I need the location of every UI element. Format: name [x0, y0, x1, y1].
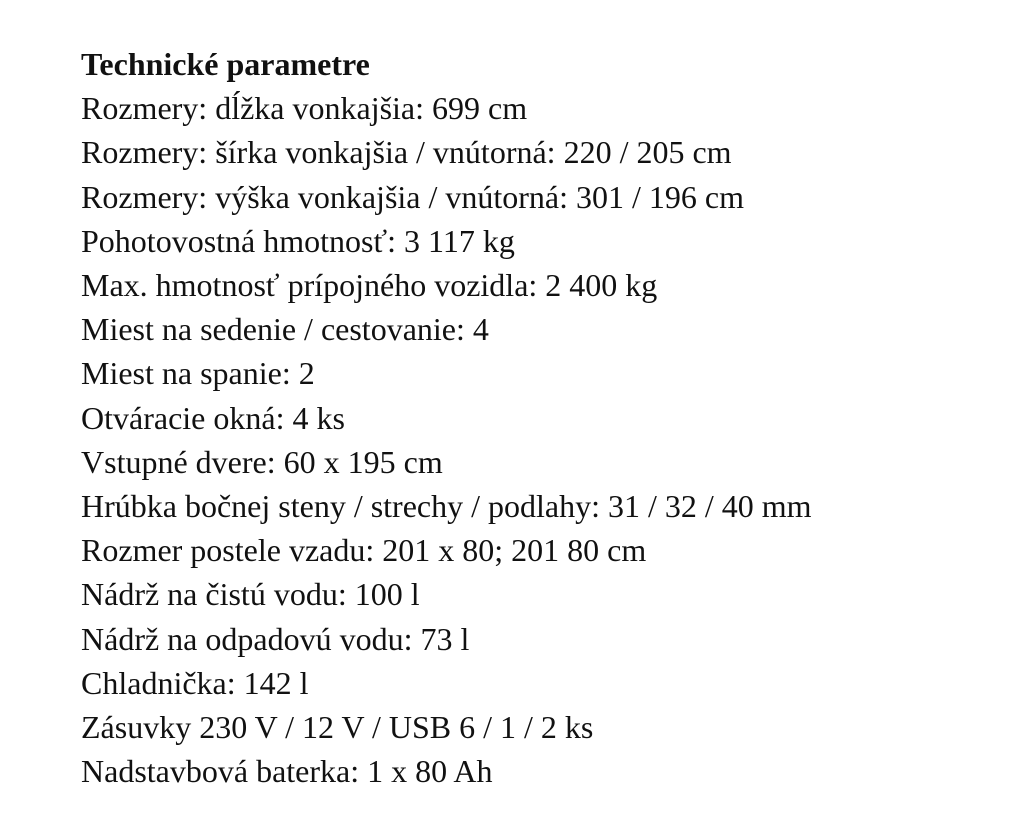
parameter-row-hrubka-steny: Hrúbka bočnej steny / strechy / podlahy: 31 / 32 / 40 mm — [81, 488, 812, 525]
parameter-row-max-hmotnost-vozidla: Max. hmotnosť prípojného vozidla: 2 400 kg — [81, 267, 658, 304]
parameter-row-miest-na-spanie: Miest na spanie: 2 — [81, 355, 315, 392]
parameter-row-dlzka: Rozmery: dĺžka vonkajšia: 699 cm — [81, 90, 528, 127]
parameter-row-nadrz-cista-voda: Nádrž na čistú vodu: 100 l — [81, 576, 420, 613]
parameter-row-nadrz-odpadova-voda: Nádrž na odpadovú vodu: 73 l — [81, 620, 470, 657]
parameter-row-rozmer-postele: Rozmer postele vzadu: 201 x 80; 201 80 cm — [81, 532, 647, 569]
parameter-row-miest-na-sedenie: Miest na sedenie / cestovanie: 4 — [81, 311, 489, 348]
parameter-row-chladnicka: Chladnička: 142 l — [81, 664, 309, 701]
parameter-row-otvaracie-okna: Otváracie okná: 4 ks — [81, 399, 345, 436]
parameter-row-zasuvky: Zásuvky 230 V / 12 V / USB 6 / 1 / 2 ks — [81, 709, 594, 746]
parameter-row-nadstavbova-baterka: Nadstavbová baterka: 1 x 80 Ah — [81, 753, 493, 790]
parameter-row-vstupne-dvere: Vstupné dvere: 60 x 195 cm — [81, 443, 443, 480]
document-title: Technické parametre — [81, 46, 370, 82]
parameter-row-sirka: Rozmery: šírka vonkajšia / vnútorná: 220 / 205 cm — [81, 134, 732, 171]
parameter-row-pohotovostna-hmotnost: Pohotovostná hmotnosť: 3 117 kg — [81, 222, 515, 259]
parameter-row-vyska: Rozmery: výška vonkajšia / vnútorná: 301 / 196 cm — [81, 178, 744, 215]
technical-parameters-document — [81, 42, 1001, 793]
